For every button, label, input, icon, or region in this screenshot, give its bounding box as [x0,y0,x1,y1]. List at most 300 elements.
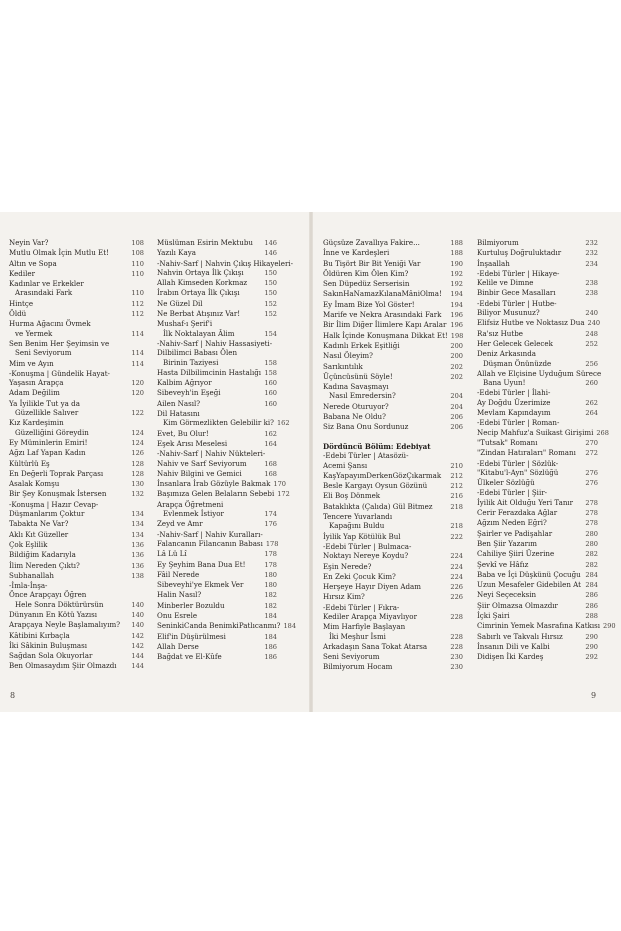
toc-entry-title: -Edebi Türler | Bulmaca- [323,541,412,551]
toc-entry-title: İki Sâkinin Buluşması [9,640,88,650]
toc-entry [477,259,598,269]
toc-entry-title: -Konuşma | Gündelik Hayat- [9,368,110,378]
toc-entry-title: Adam Değilim [9,388,60,398]
toc-entry-title: Sarıkıntılık [323,361,363,371]
toc-entry [9,519,144,529]
toc-entry-title: Güçsüze Zavallıya Fakire... [323,238,420,247]
toc-entry-page: 228 [450,632,463,641]
toc-entry [477,378,598,388]
toc-entry-title: -Nahiv-Sarf | Nahiv Nükteleri- [157,449,266,459]
toc-entry-title: Şairler ve Padişahlar [477,528,553,538]
toc-entry-page: 218 [450,522,463,531]
toc-entry-title: Güzelliğini Göreydin [15,427,89,437]
toc-entry-title: Mushaf-ı Şerif'i [157,319,213,329]
toc-entry-title: Kâtibini Kırbaçla [9,630,70,640]
toc-entry-page: 134 [131,530,144,539]
toc-entry-title: Sen Düpedüz Serserisin [323,279,410,289]
toc-entry [323,592,463,602]
toc-entry [323,471,463,481]
toc-entry-page: 252 [585,339,598,348]
toc-entry-page: 184 [264,611,277,620]
toc-entry-title: Her Gelecek Gelecek [477,338,553,348]
toc-entry-title: SakınHaNamazKılanaMâniOlma! [323,289,442,299]
toc-entry [9,561,144,571]
toc-entry-page: 230 [450,653,463,662]
toc-entry [477,601,598,611]
toc-entry [323,248,463,258]
toc-entry [323,310,463,320]
toc-entry-title: -Edebi Türler | Şiir- [477,488,548,498]
toc-entry-title: Bir İlim Diğer İlimlere Kapı Aralar [323,320,447,330]
toc-entry [323,238,463,248]
toc-entry-page: 198 [450,331,464,340]
toc-entry-title: Öldü [9,309,27,319]
toc-entry-title: Ailen Nasıl? [157,398,201,408]
toc-entry [323,362,463,372]
toc-section-heading [477,488,598,497]
toc-entry-title: Ey Müminlerin Emiri! [9,437,88,447]
toc-entry-page: 132 [131,490,144,499]
toc-entry-title: Kadına Savaşmayı [323,382,389,392]
toc-entry-page: 224 [450,552,463,561]
toc-entry-title: Herşeye Hayır Diyen Adam [323,582,422,592]
toc-entry-page: 160 [264,389,277,398]
toc-entry [157,459,277,469]
toc-entry-page: 290 [585,632,598,641]
toc-entry-page: 288 [585,611,598,620]
right-page-number: 9 [591,691,597,700]
toc-entry-page: 200 [450,341,463,350]
toc-entry-page: 290 [603,622,616,631]
toc-entry [9,540,144,550]
toc-entry [323,259,463,269]
toc-entry-title: Arapça Öğretmeni [157,499,224,509]
toc-entry [477,560,598,570]
toc-entry-title: İnsanlara İrab Gözüyle Bakmak [157,479,271,489]
toc-entry-title: Hurma Ağacını Övmek [9,319,91,329]
toc-section-heading [477,459,598,468]
toc-entry-page: 202 [450,372,463,381]
toc-entry [157,560,277,570]
toc-entry-title: -Edebi Türler | Fıkra- [323,602,400,612]
toc-entry-title: Dil Hatasını [157,409,200,419]
toc-entry-page: 136 [131,540,144,549]
toc-entry [477,427,609,438]
toc-entry-page: 108 [131,249,144,258]
toc-entry-title: -Nahiv-Sarf | Nahiv Hassasiyeti- [157,338,273,348]
toc-entry-page: 120 [131,389,144,398]
toc-entry [323,341,463,351]
toc-entry-title: Dilbilimci Babası Ölen [157,348,238,358]
toc-entry [477,621,616,631]
toc-entry [477,339,598,349]
toc-entry-title: Evet, Bu Olur! [157,428,209,438]
toc-entry [477,408,598,418]
toc-entry-title: Yaşasın Arapça [9,378,64,388]
toc-entry [323,642,463,652]
toc-entry-title: -Edebi Türler | İlahi- [477,388,551,398]
toc-entry [157,378,277,388]
toc-entry-title: Ağzım Neden Eğri? [477,518,547,528]
toc-entry-page: 218 [450,502,463,511]
toc-entry-page: 278 [585,509,598,518]
toc-entry [323,372,463,382]
toc-entry-page: 278 [585,519,598,528]
toc-entry-page: 178 [264,560,277,569]
toc-entry-title: Nahiv ve Sarf Seviyorum [157,458,247,468]
toc-entry [157,601,277,611]
toc-entry-page: 130 [131,480,144,489]
toc-entry [157,580,277,590]
toc-section-heading [323,603,463,612]
toc-entry-page: 168 [264,469,277,478]
toc-entry-page: 138 [131,571,144,580]
toc-entry [323,521,463,531]
toc-entry-page: 140 [131,621,144,630]
toc-entry-page: 210 [450,461,463,470]
toc-entry-title: Önce Arapçayı Öğren [9,590,87,600]
toc-entry-title: KaşYapayımDerkenGözÇıkarmak [323,470,442,480]
toc-entry-page: 240 [587,319,601,328]
toc-entry [323,652,463,662]
toc-entry-page: 184 [264,632,277,641]
toc-entry-title: İki Meşhur İsmi [329,631,386,641]
toc-entry-title: -Edebi Türler | Atasözü- [323,451,409,461]
toc-entry-title: Arasındaki Fark [15,288,73,298]
toc-entry-page: 212 [450,471,463,480]
toc-entry-page: 158 [264,368,277,377]
toc-entry-title: Subhanallah [9,570,54,580]
toc-entry-page: 292 [585,653,598,662]
toc-entry-title: Nahvin Ortaya İlk Çıkışı [157,267,244,277]
toc-entry [323,320,463,330]
toc-entry-page: 276 [585,479,598,488]
toc-entry-title: Sibeveyhi'ye Ekmek Ver [157,580,244,590]
toc-entry-title: Seni Seviyorum [15,348,72,358]
toc-entry-title: Kalbim Ağrıyor [157,378,212,388]
toc-entry-page: 124 [131,428,144,437]
toc-entry [9,309,144,319]
toc-section-heading [9,500,144,509]
toc-entry-page: 150 [264,279,277,288]
toc-entry-title: Babana Ne Oldu? [323,412,386,422]
toc-entry [157,479,286,489]
toc-entry [157,309,277,319]
toc-entry-title: Marife ve Nekra Arasındaki Fark [323,310,442,320]
toc-part-heading [323,442,463,451]
toc-entry-title: Ay Doğdu Üzerimize [477,397,551,407]
toc-entry [9,329,144,339]
toc-entry-title: Kadınlı Erkek Eşitliği [323,340,400,350]
toc-entry [157,358,277,368]
toc-entry-title: Mevlam Kapındayım [477,408,551,418]
toc-entry [9,388,144,398]
toc-entry-page: 230 [450,663,463,672]
toc-column-2 [157,238,297,662]
toc-entry-page: 136 [131,561,144,570]
toc-entry-title: Cimrinin Yemek Masrafına Katkısı [477,621,601,631]
toc-entry-page: 146 [264,239,277,247]
toc-entry-title: Sibeveyh'in Eşeği [157,388,221,398]
toc-entry-title: Hele Sonra Döktürürsün [15,599,104,609]
toc-section-heading [157,449,277,458]
toc-entry [157,500,277,509]
toc-entry [477,448,598,458]
toc-entry [9,620,144,630]
toc-entry-page: 128 [131,469,144,478]
toc-entry [157,570,277,580]
toc-entry-title: Elif'in Düşürülmesi [157,631,226,641]
toc-entry-page: 194 [450,300,463,309]
toc-entry [9,550,144,560]
toc-entry-page: 228 [450,642,463,651]
toc-entry-title: Zeyd ve Amr [157,519,203,529]
toc-entry-title: "Kitabu'l-Ayn" Sözlüğü [477,467,559,477]
toc-entry-page: 278 [585,498,598,507]
toc-entry [157,439,277,449]
toc-entry-title: Cerir Ferazdaka Ağlar [477,508,558,518]
toc-entry-title: Elifsiz Hutbe ve Noktasız Dua [477,318,585,328]
toc-entry-title: İlk Noktalayan Âlim [163,328,235,338]
toc-section-heading [157,339,277,348]
toc-entry-page: 238 [585,289,598,298]
toc-entry [323,412,463,422]
toc-entry-title: Asalak Komşu [9,479,60,489]
toc-section-heading [323,542,463,551]
toc-entry [323,662,463,672]
toc-entry-page: 180 [264,570,277,579]
toc-entry-title: Şiir Olmazsa Olmazdır [477,600,558,610]
toc-entry-title: Bir Şey Konuşmak İstersen [9,489,107,499]
toc-entry-page: 170 [273,480,286,489]
toc-entry [9,448,144,458]
toc-entry [477,549,598,559]
toc-entry-page: 256 [585,359,598,368]
toc-entry-title: Düşmanlarım Çoktur [9,509,85,519]
toc-entry-title: Dünyanın En Kötü Yazısı [9,609,98,619]
toc-entry-title: Altın ve Sopa [9,258,57,268]
toc-entry [157,388,277,398]
toc-entry-page: 152 [264,310,277,319]
toc-entry-page: 232 [585,249,598,258]
toc-entry [157,642,277,652]
toc-entry-page: 110 [131,259,144,268]
toc-entry-page: 136 [131,551,144,560]
toc-entry-page: 238 [585,279,598,288]
toc-entry-page: 204 [450,402,463,411]
toc-entry-page: 286 [585,601,598,610]
toc-entry-title: İnne ve Kardeşleri [323,248,390,258]
toc-entry-title: Düşman Önünüzde [483,358,552,368]
toc-entry-title: Kadınlar ve Erkekler [9,279,84,289]
toc-entry [9,339,144,348]
toc-entry [9,418,144,427]
toc-entry [477,248,598,258]
toc-entry [9,509,144,519]
toc-entry-page: 186 [264,642,277,651]
toc-entry [323,612,463,622]
toc-entry-title: Eşek Arısı Meselesi [157,438,228,448]
toc-entry [477,238,598,248]
toc-entry-title: Bilmiyorum Hocam [323,662,393,672]
toc-entry-title: Cahiliye Şiiri Üzerine [477,549,555,559]
toc-entry-title: Sabırlı ve Takvalı Hırsız [477,631,563,641]
toc-entry [477,278,598,288]
toc-section-heading [477,269,598,278]
toc-entry [9,651,144,661]
toc-entry [157,429,277,439]
toc-entry [323,351,463,361]
toc-entry-page: 284 [585,581,598,590]
toc-entry-title: Seni Seviyorum [323,652,380,662]
toc-entry-title: Arkadaşın Sana Tokat Atarsa [323,641,428,651]
toc-entry-title: Tabakta Ne Var? [9,519,69,529]
toc-entry-page: 280 [585,539,598,548]
toc-entry-page: 142 [131,641,144,650]
toc-entry-page: 202 [450,362,463,371]
toc-entry [157,611,277,621]
toc-entry-title: Binbir Gece Masalları [477,288,556,298]
toc-entry-page: 160 [264,379,277,388]
toc-entry-title: Allah Derse [157,641,199,651]
toc-entry [157,288,277,298]
toc-entry-page: 194 [450,290,463,299]
toc-entry-page: 178 [265,539,279,548]
toc-entry [157,590,277,600]
toc-entry-title: Çok Eşlilik [9,539,48,549]
toc-entry [323,461,463,471]
toc-entry [9,259,144,269]
toc-entry-page: 262 [585,398,598,407]
toc-entry [477,611,598,621]
toc-entry-title: Tencere Yuvarlandı [323,512,393,522]
toc-entry-title: Üçüncüsünü Söyle! [323,371,393,381]
toc-entry-page: 152 [264,299,277,308]
toc-entry-title: Acemi Şansı [323,460,368,470]
toc-entry-title: Hintçe [9,298,34,308]
toc-entry-title: Ey İmam Bize Yol Göster! [323,299,415,309]
toc-entry-page: 180 [264,581,277,590]
toc-entry-page: 222 [450,532,463,541]
toc-entry-page: 284 [585,570,598,579]
toc-section-heading [477,388,598,397]
toc-entry [157,418,290,428]
toc-entry [477,652,598,662]
toc-entry-page: 114 [131,329,144,338]
toc-entry [157,489,290,499]
toc-entry-page: 112 [131,299,144,308]
toc-entry-page: 178 [264,550,277,559]
toc-entry-title: Ağzı Laf Yapan Kadın [9,448,86,458]
toc-entry [323,582,463,592]
toc-entry-page: 280 [585,529,598,538]
toc-entry-title: Ey Şeyhim Bana Dua Et! [157,559,246,569]
toc-entry-title: Falancanın Filancanın Babası [157,538,263,548]
toc-entry-page: 188 [450,239,463,247]
toc-entry-title: İçki Şairi [477,610,510,620]
toc-entry [157,329,277,339]
toc-entry-title: Mutlu Olmak İçin Mutlu Et! [9,248,109,258]
toc-entry-title: Mim ve Ayın [9,358,54,368]
toc-entry-title: -Nahiv-Sarf | Nahiv Kuralları- [157,529,263,539]
toc-entry [323,572,463,582]
toc-entry-page: 200 [450,352,463,361]
toc-entry [323,289,463,299]
toc-entry-title: Ya İyilikle Tut ya da [9,398,80,408]
toc-entry [9,571,144,581]
toc-entry [9,378,144,388]
toc-entry-title: Başımıza Gelen Belaların Sebebi [157,489,275,499]
toc-entry [9,590,144,599]
toc-entry-title: Arapçaya Neyle Başlamalıyım? [9,620,120,630]
toc-entry [323,402,463,412]
toc-entry-page: 196 [450,311,463,320]
toc-entry [323,391,463,401]
toc-entry [9,438,144,448]
toc-entry [477,590,598,600]
toc-entry-page: 206 [450,413,463,422]
toc-entry [9,348,144,358]
toc-entry [323,532,463,542]
toc-entry [477,529,598,539]
toc-entry-page: 124 [131,438,144,447]
toc-entry-title: Nerede Oturuyor? [323,401,389,411]
toc-entry-page: 160 [264,399,277,408]
toc-entry-page: 204 [450,392,463,401]
toc-entry-title: "Tutsak" Romanı [477,437,538,447]
toc-entry-title: Neyi Seçeceksin [477,590,537,600]
toc-entry [323,422,463,432]
toc-entry [157,549,277,559]
toc-entry-page: 182 [264,591,277,600]
toc-section-heading [477,418,598,427]
toc-entry-title: Bana Uyun! [483,378,526,388]
toc-entry-title: Ben Şiir Yazarım [477,538,537,548]
toc-entry-title: -Edebi Türler | Hutbe- [477,298,557,308]
toc-entry-title: -Edebi Türler | Hikaye- [477,268,560,278]
toc-entry-page: 172 [277,490,290,499]
toc-entry [9,279,144,288]
toc-entry-page: 264 [585,409,598,418]
toc-entry [477,318,601,328]
toc-entry-page: 182 [264,601,277,610]
toc-entry-page: 114 [131,349,144,358]
toc-entry-title: Güzellikle Salıver [15,408,79,418]
toc-entry-title: Evlenmek İstiyor [163,509,224,519]
toc-entry [9,641,144,651]
toc-entry [323,622,463,631]
toc-entry [9,661,144,671]
toc-entry [9,399,144,408]
toc-entry [9,530,144,540]
toc-entry-page: 212 [450,482,463,491]
toc-entry [9,288,144,298]
toc-entry [157,348,277,357]
toc-entry-title: İlim Nereden Çıktı? [9,560,80,570]
toc-entry [9,631,144,641]
toc-entry-page: 196 [450,321,463,330]
toc-entry-page: 134 [131,510,144,519]
toc-entry-page: 146 [264,249,277,258]
toc-entry-page: 142 [131,631,144,640]
toc-entry-title: Deniz Arkasında [477,349,537,359]
toc-section-heading [9,369,144,378]
toc-entry-page: 260 [585,379,598,388]
toc-entry-page: 282 [585,550,598,559]
toc-entry-page: 140 [131,610,144,619]
toc-entry [9,408,144,418]
toc-entry [9,469,144,479]
